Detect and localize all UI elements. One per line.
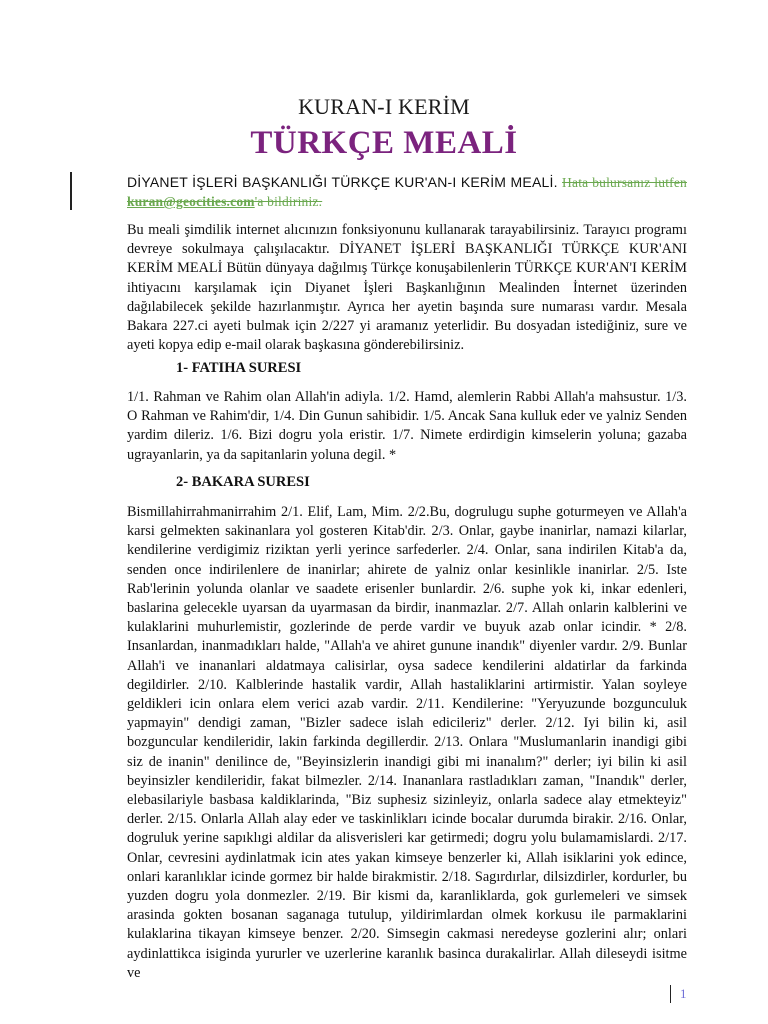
email-link[interactable]: kuran@geocities.com xyxy=(127,194,255,210)
note-text-before: Hata bulursanız lutfen xyxy=(562,175,687,190)
change-bar xyxy=(70,172,72,210)
section-text-fatiha: 1/1. Rahman ve Rahim olan Allah'in adiyla. 1/2. Hamd, alemlerin Rabbi Allah'a mahsustur. 1/3. O Rahman ve Rahim'dir, 1/4. Din Gunun sahibidir. 1/5. Ancak Sana kulluk eder ve yalniz Senden yardim dileriz. 1/6. Bizi dogru yola eristir. 1/7. Nimete erdirdigin kimselerin yoluna; gazaba ugrayanlarin, ya da sapitanlarin yoluna degil. * xyxy=(127,389,687,463)
intro-paragraph xyxy=(127,173,687,211)
description-paragraph: Bu meali şimdilik internet alıcınızın fonksiyonunu kullanarak tarayabilirsiniz. Tarayıcı programı devreye sokulmaya çalışılacaktır. DİYANET İŞLERİ BAŞKANLIĞI TÜRKÇE KUR'ANI KERİM MEALİ Bütün dünyaya dağılmış Türkçe konuşabilenlerin TÜRKÇE KUR'AN'I KERİM ihtiyacını karşılamak için Diyanet İşleri Başkanlığının Mealinden İnternet üzerinden dağılabilecek şekilde hazırlanmıştır. Ayrıca her ayetin başında sure numarası vardır. Mesala Bakara 227.ci ayeti bulmak için 2/227 yi aramanız yeterlidir. Bu dosyadan istediğiniz, sure ve ayeti kopya edip e-mail olarak başkasına gönderebilirsiniz. xyxy=(127,222,687,354)
note-text-after: 'a bildiriniz. xyxy=(254,194,323,210)
document-title: KURAN-I KERİM xyxy=(298,94,470,119)
intro-text: DİYANET İŞLERİ BAŞKANLIĞI TÜRKÇE KUR'AN-I KERİM MEALİ. xyxy=(127,174,558,190)
section-text-bakara: Bismillahirrahmanirrahim 2/1. Elif, Lam, Mim. 2/2.Bu, dogrulugu suphe goturmeyen ve Allah'a karsi gelmekten sakinanlara yol gosteren Kitab'dir. 2/3. Onlar, gaybe inanirlar, namazi kilarlar, kendilerine verdigimiz riziktan yerli yerince sarfederler. 2/4. Onlar, sana indirilen Kitab'a da, senden once indirilenlere de inanirlar; ahirete de yalniz onlar kesinlikle inanirlar. 2/5. Iste Rab'lerinin yolunda olanlar ve saadete erisenler bunlardir. 2/6. suphe yok ki, inkar edenleri, baslarina gelecekle uyarsan da uyarmasan da birdir, inanmazlar. 2/7. Allah onlarin kalblerini ve kulaklarini muhurlemistir, gozlerinde de perde vardir ve buyuk azab onlar icindir. * 2/8. Insanlardan, inanmadıkları halde, "Allah'a ve ahiret gunune inandık" diyenler vardır. 2/9. Bunlar Allah'i ve inananlari aldatmaya calisirlar, oysa sadece kendilerini aldatirlar da farkinda degildirler. 2/10. Kalblerinde hastalik vardir, Allah hastaliklarini artirmistir. Yalan soyleye geldikleri icin onlara elem verici azab vardir. 2/11. Kendilerine: "Yeryuzunde bozgunculuk yapmayin" dendigi zaman, "Bizler sadece islah edicileriz" derler. 2/12. Iyi bilin ki, asil bozguncular kendileridir, lakin farkinda degillerdir. 2/13. Onlara "Muslumanlarin inandigi gibi siz de inanin" denilince de, "Beyinsizlerin inandigi gibi mi inanalım?" derler; iyi bilin ki asil beyinsizler kendileridir, fakat bilmezler. 2/14. Inananlara rastladıkları zaman, "Inandık" derler, elebasilariyle basbasa kaldiklarinda, "Biz suphesiz sizinleyiz, onlarla sadece alay etmekteyiz" derler. 2/15. Onlarla Allah alay eder ve taskinlikları icinde bocalar durumda birakir. 2/16. Onlar, dogruluk yerine sapıklıgi aldilar da alisverisleri kar getirmedi; dogru yolu bulamamislardi. 2/17. Onlar, cevresini aydinlatmak icin ates yakan kimseye benzerler ki, Allah isiklarini yok edince, onlari karanlıklar icinde gormez bir halde birakmistir. 2/18. Sagırdırlar, dilsizdirler, kordurler, bu yuzden dogru yola donmezler. 2/19. Bir kismi da, karanliklarda, gok gurlemeleri ve simsek arasinda gokten bosanan saganaga tutulup, yildirimlardan olmek korkusu ile parmaklarini kulaklarina tikayan kimseye benzer. 2/20. Simsegin cakmasi neredeyse gozlerini alır; onlari aydinlattikca isiginda yururler ve uzerlerine karanlık basinca durakalirlar. Allah dileseydi isitme ve xyxy=(127,504,687,981)
section-heading-fatiha: 1- FATIHA SURESI xyxy=(176,360,302,376)
page-number: 1 xyxy=(670,985,687,1003)
section-heading-bakara: 2- BAKARA SURESI xyxy=(176,474,310,490)
document-subtitle: TÜRKÇE MEALİ xyxy=(250,125,518,161)
